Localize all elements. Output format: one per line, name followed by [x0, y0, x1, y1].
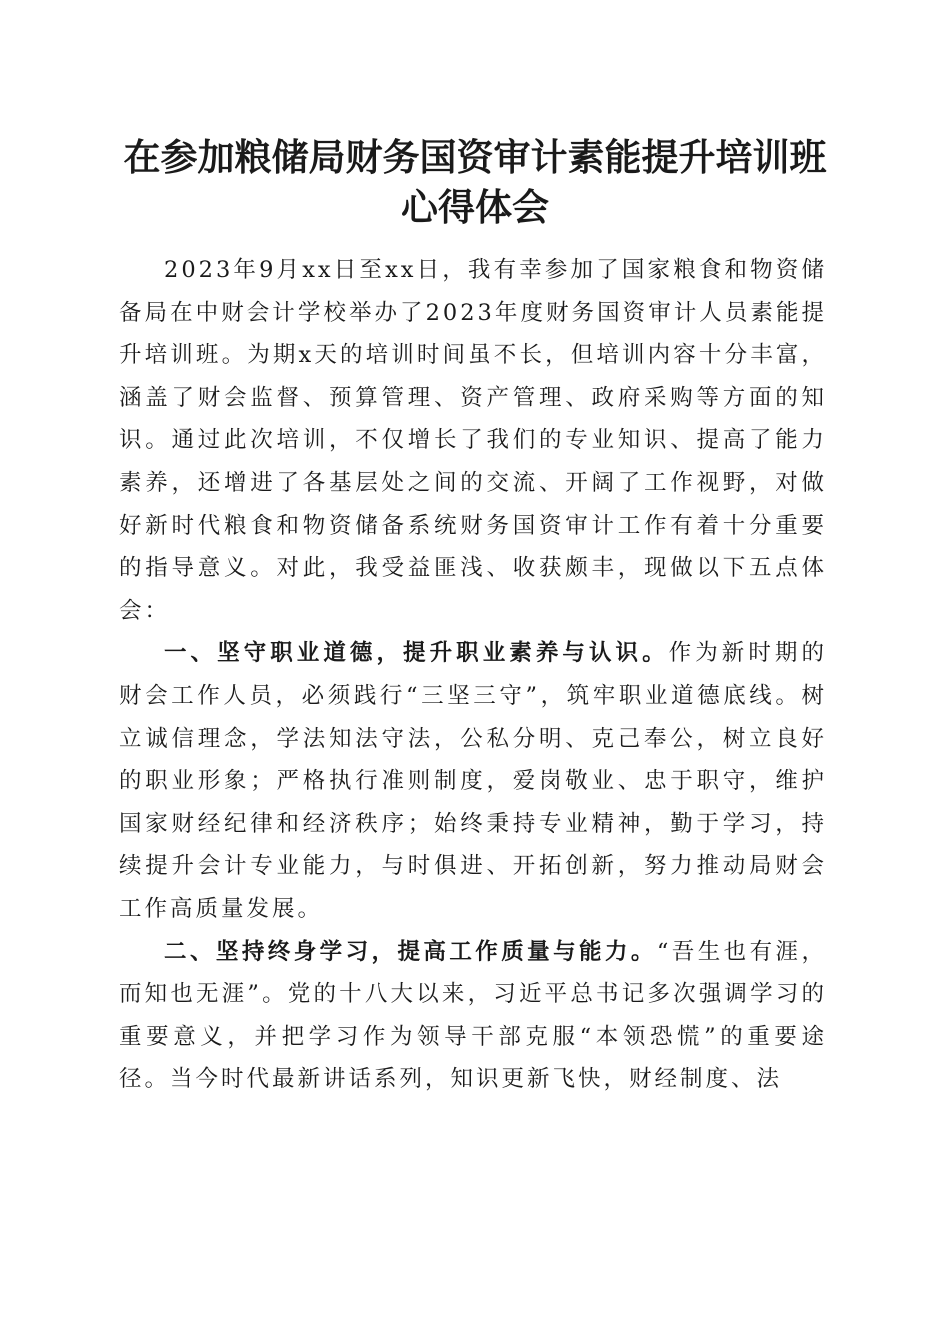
section-heading: 二、坚持终身学习，提高工作质量与能力。	[164, 938, 657, 965]
paragraph-point-2	[119, 931, 827, 1101]
paragraph-text: 2023年9月xx日至xx日，我有幸参加了国家粮食和物资储备局在中财会计学校举办了2023年度财务国资审计人员素能提升培训班。为期x天的培训时间虽不长，但培训内容十分丰富，涵盖了财会监督、预算管理、资产管理、政府采购等方面的知识。通过此次培训，不仅增长了我们的专业知识、提高了能力素养，还增进了各基层处之间的交流、开阔了工作视野，对做好新时代粮食和物资储备系统财务国资审计工作有着十分重要的指导意义。对此，我受益匪浅、收获颇丰，现做以下五点体会：	[119, 257, 827, 624]
paragraph-intro	[119, 249, 827, 632]
section-heading: 一、坚守职业道德，提升职业素养与认识。	[164, 640, 669, 667]
paragraph-text: 作为新时期的财会工作人员，必须践行“三坚三守”，筑牢职业道德底线。树立诚信理念，学法知法守法，公私分明、克己奉公，树立良好的职业形象；严格执行准则制度，爱岗敬业、忠于职守，维护国家财经纪律和经济秩序；始终秉持专业精神，勤于学习，持续提升会计专业能力，与时俱进、开拓创新，努力推动局财会工作高质量发展。	[119, 640, 827, 922]
document-body	[119, 249, 827, 1101]
document-title: 在参加粮储局财务国资审计素能提升培训班心得体会	[123, 135, 827, 229]
paragraph-text: “吾生也有涯，而知也无涯”。党的十八大以来，习近平总书记多次强调学习的重要意义，并把学习作为领导干部克服“本领恐慌”的重要途径。当今时代最新讲话系列，知识更新飞快，财经制度、法	[119, 938, 827, 1093]
paragraph-point-1	[119, 632, 827, 930]
